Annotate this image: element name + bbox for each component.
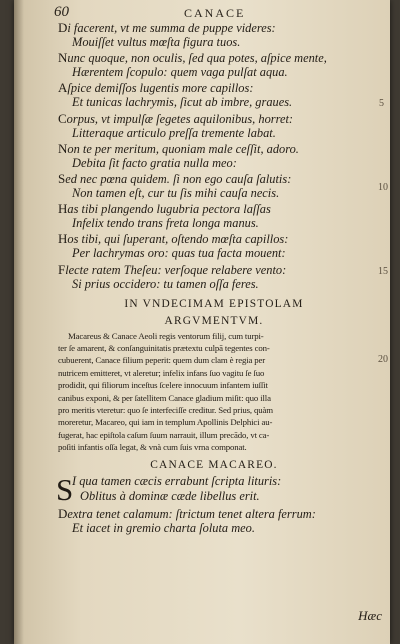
argument-line: ter ſe amarent, & conſanguinitatis prætextu culpā tegentes con- bbox=[58, 343, 270, 354]
argument-line: Macareus & Canace Aeoli regis ventorum filij, cum turpi- bbox=[68, 330, 264, 341]
argument-line: moreretur, Macareo, qui iam in templum Apollinis Delphici au- bbox=[58, 417, 273, 428]
argument-line: nutricem emitteret, vt aleretur; infelix infans ſuo vagitu ſe ſuo bbox=[58, 367, 265, 378]
verse-line: Per lachrymas oro: quas tua facta mouent: bbox=[72, 246, 286, 261]
page-number: 60 bbox=[54, 4, 69, 20]
argument-line: canibus exponi, & per ſatellitem Canace gladium miſit: quo illa bbox=[58, 392, 271, 403]
verse-line: Has tibi plangendo lugubria pectora laſſas bbox=[58, 201, 271, 217]
drop-cap: S bbox=[56, 471, 74, 507]
verse-line: Dextra tenet calamum: ſtrictum tenet altera ferrum: bbox=[58, 505, 316, 521]
epistle-title: IN VNDECIMAM EPISTOLAM bbox=[124, 297, 304, 310]
verse-line: Si prius occidero: tu tamen oſſa feres. bbox=[72, 276, 259, 291]
argument-paragraph bbox=[58, 330, 370, 454]
verse-block-b bbox=[56, 471, 370, 536]
verse-line: Et iacet in gremio charta ſoluta meo. bbox=[72, 520, 255, 535]
verse-line: Debita ſit facto gratia nulla meo: bbox=[72, 155, 237, 170]
argument-line: prodidit, qui filiorum inceſtus ſcelere innocuum infantem iuſſit bbox=[58, 380, 268, 391]
catchword: Hæc bbox=[358, 608, 382, 623]
verse-line: Et tunicas lachrymis, ſicut ab imbre, graues. bbox=[72, 95, 293, 110]
argument-line: cubuerent, Canace filium peperit: quem dum clam è regia per bbox=[58, 355, 266, 366]
verse-line: Mouiſſet vultus mœſta figura tuos. bbox=[72, 35, 241, 50]
argument-line: poſiti infantis oſſa legat, & vnà cum ſuis vrna componat. bbox=[58, 442, 247, 453]
page-header bbox=[54, 4, 374, 20]
epistle-heading: CANACE MACAREO. bbox=[150, 458, 278, 471]
verse-line: Aſpice demiſſos lugentis more capillos: bbox=[58, 80, 254, 96]
verse-line: Corpus, vt impulſæ ſegetes aquilonibus, horret: bbox=[58, 110, 294, 126]
verse-line: I qua tamen cæcis errabunt ſcripta lituris: bbox=[72, 473, 282, 488]
verse-line: Non te per meritum, quoniam male ceſſit, adoro. bbox=[58, 140, 299, 156]
line-number-15: 15 bbox=[378, 266, 388, 277]
verse-block-a bbox=[58, 20, 370, 292]
argument-line: fugerat, hac epiſtola caſum ſuum narrauit, illum precādo, vt ca- bbox=[58, 429, 270, 440]
verse-line: Oblitus à dominæ cæde libellus erit. bbox=[80, 488, 260, 503]
argument-line: pro meritis vteretur: quo ſe interfeciſſe creditur. Sed prius, quàm bbox=[58, 405, 273, 416]
verse-line: Litteraque articulo preſſa tremente labat. bbox=[72, 125, 276, 140]
verse-line: Flecte ratem Theſeu: verſoque relabere vento: bbox=[58, 261, 287, 277]
verse-line: Infelix tendo trans freta longa manus. bbox=[72, 216, 259, 231]
line-number-10: 10 bbox=[378, 182, 388, 193]
line-number-20: 20 bbox=[378, 354, 388, 365]
verse-line: Non tamen eſt, cur tu ſis mihi cauſa necis. bbox=[72, 186, 280, 201]
verse-line: Sed nec pœna quidem. ſi non ego cauſa ſalutis: bbox=[58, 170, 292, 186]
page-gutter-shadow bbox=[14, 0, 24, 644]
verse-line: Di facerent, vt me summa de puppe videres: bbox=[58, 20, 276, 35]
verse-line: Nunc quoque, non oculis, ſed qua potes, aſpice mente, bbox=[58, 50, 327, 66]
argument-heading: ARGVMENTVM. bbox=[164, 314, 264, 327]
line-number-5: 5 bbox=[379, 98, 384, 109]
verse-line: Hærentem ſcopulo: quem vaga pulſat aqua. bbox=[72, 65, 288, 80]
page-text bbox=[58, 20, 370, 536]
running-head: CANACE bbox=[184, 6, 246, 20]
book-page bbox=[14, 0, 390, 644]
verse-line: Hos tibi, qui ſuperant, oſtendo mœſta capillos: bbox=[58, 231, 289, 247]
